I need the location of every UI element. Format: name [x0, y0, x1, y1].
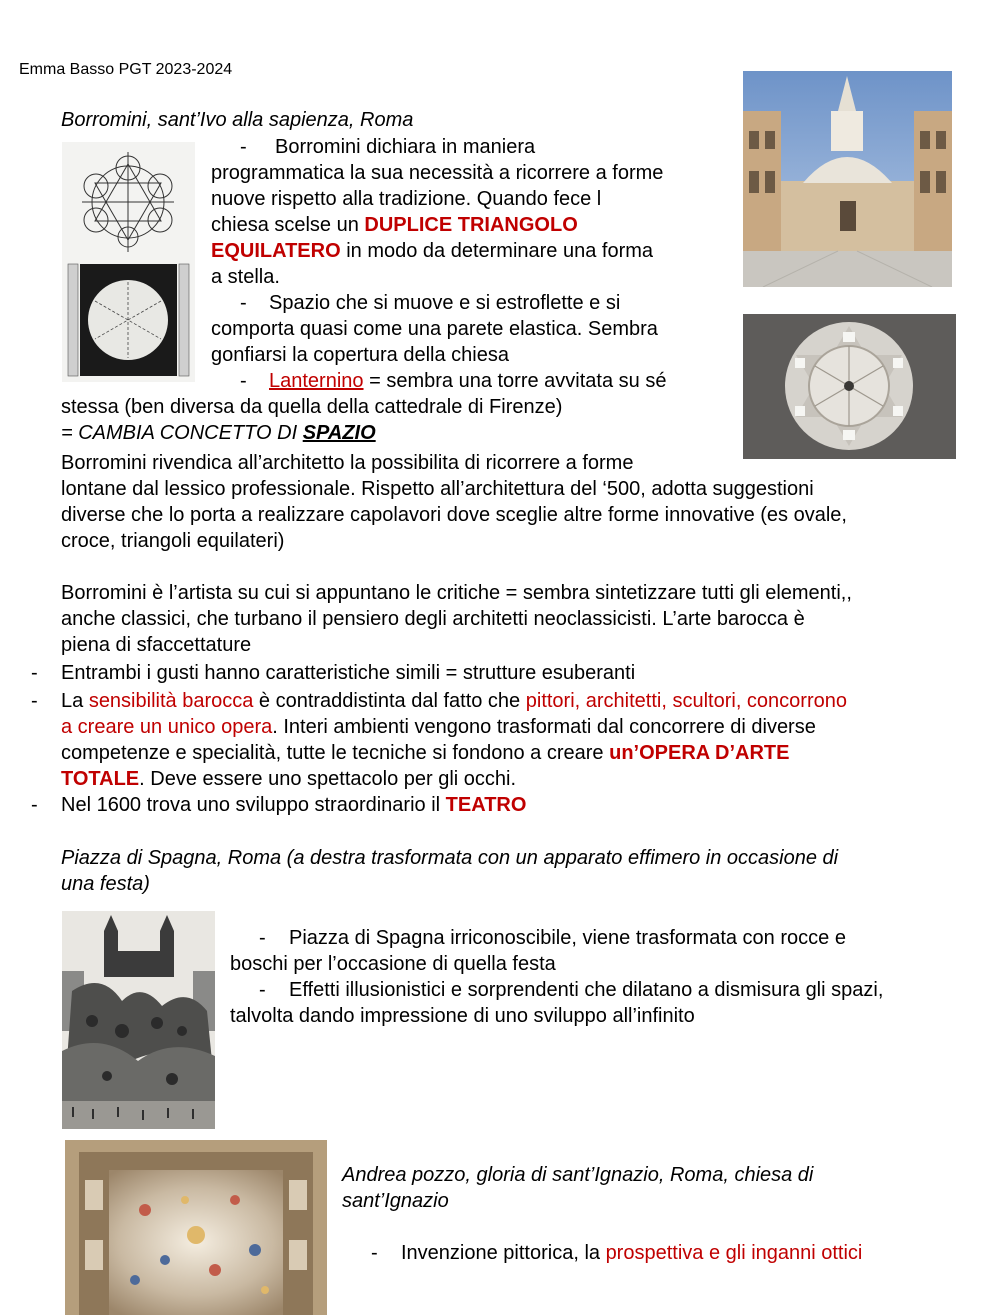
list-bullet: -: [240, 370, 247, 392]
highlight-totale: TOTALE: [61, 768, 140, 790]
text-run: La: [61, 690, 89, 712]
highlight-spazio: SPAZIO: [302, 422, 376, 444]
gloria-santignazio-fresco-image: [65, 1140, 327, 1315]
list-bullet: -: [31, 690, 38, 712]
highlight-opera-arte: un’OPERA D’ARTE: [609, 742, 790, 764]
list-bullet: -: [240, 292, 247, 314]
paragraph-line: gonfiarsi la copertura della chiesa: [211, 344, 509, 366]
document-header: Emma Basso PGT 2023-2024: [19, 61, 233, 78]
text-run: Invenzione pittorica, la: [401, 1242, 606, 1264]
paragraph-line: a stella.: [211, 266, 280, 288]
paragraph-line: anche classici, che turbano il pensiero degli architetti neoclassicisti. L’arte barocca è: [61, 608, 805, 630]
text-run: chiesa scelse un: [211, 214, 365, 236]
list-item-gusti: Entrambi i gusti hanno caratteristiche simili = strutture esuberanti: [61, 662, 636, 684]
paragraph-line: Spazio che si muove e si estroflette e si: [269, 292, 621, 314]
list-bullet: -: [259, 979, 266, 1001]
paragraph-line: [61, 766, 516, 792]
paragraph-line: [211, 238, 653, 264]
paragraph-line: [269, 368, 666, 394]
text-run: Nel 1600 trova uno sviluppo straordinario il: [61, 794, 446, 816]
section-title-piazza-spagna-cont: una festa): [61, 873, 150, 895]
list-bullet: -: [259, 927, 266, 949]
santivo-dome-image: [743, 314, 956, 459]
section-title-andrea-pozzo-cont: sant’Ignazio: [342, 1190, 449, 1212]
paragraph-line: programmatica la sua necessità a ricorrere a forme: [211, 162, 664, 184]
text-run: in modo da determinare una forma: [340, 240, 654, 262]
paragraph-line: [61, 740, 789, 766]
santivo-plan-image: [62, 142, 195, 382]
list-item-teatro: [61, 792, 526, 818]
piazza-spagna-engraving-image: [62, 911, 215, 1129]
list-item-sensibilita: [61, 688, 847, 714]
paragraph-line: Effetti illusionistici e sorprendenti che dilatano a dismisura gli spazi,: [289, 979, 884, 1001]
highlight-pittori: pittori, architetti, scultori, concorrono: [525, 690, 847, 712]
section-title-santivo: Borromini, sant’Ivo alla sapienza, Roma: [61, 109, 414, 131]
paragraph-line: [211, 212, 578, 238]
paragraph-line: [61, 714, 816, 740]
paragraph-line: talvolta dando impressione di uno sviluppo all’infinito: [230, 1005, 695, 1027]
highlight-prospettiva: prospettiva e gli inganni ottici: [605, 1242, 863, 1264]
paragraph-line: comporta quasi come una parete elastica. Sembra: [211, 318, 658, 340]
highlight-teatro: TEATRO: [445, 794, 527, 816]
paragraph-line: stessa (ben diversa da quella della cattedrale di Firenze): [61, 396, 563, 418]
text-run: = sembra una torre avvitata su sé: [363, 370, 667, 392]
paragraph-line: Piazza di Spagna irriconoscibile, viene trasformata con rocce e: [289, 927, 846, 949]
paragraph-line: lontane dal lessico professionale. Rispetto all’architettura del ‘500, adotta suggestioni: [61, 478, 814, 500]
concept-line: [61, 420, 376, 446]
paragraph-line: piena di sfaccettature: [61, 634, 252, 656]
highlight-sensibilita-barocca: sensibilità barocca: [88, 690, 254, 712]
text-run: = CAMBIA CONCETTO DI: [61, 422, 303, 444]
highlight-unico-opera: a creare un unico opera: [61, 716, 273, 738]
section-title-piazza-spagna: Piazza di Spagna, Roma (a destra trasformata con un apparato effimero in occasione di: [61, 847, 839, 869]
text-run: . Deve essere uno spettacolo per gli occhi.: [139, 768, 517, 790]
santivo-courtyard-image: [743, 71, 952, 287]
list-item-invenzione: [401, 1240, 862, 1266]
text-run: competenze e specialità, tutte le tecniche si fondono a creare: [61, 742, 610, 764]
section-title-andrea-pozzo: Andrea pozzo, gloria di sant’Ignazio, Roma, chiesa di: [342, 1164, 814, 1186]
list-bullet: -: [371, 1242, 378, 1264]
paragraph-line: boschi per l’occasione di quella festa: [230, 953, 556, 975]
paragraph-line: Borromini dichiara in maniera: [275, 136, 536, 158]
paragraph-line: Borromini rivendica all’architetto la possibilita di ricorrere a forme: [61, 452, 634, 474]
paragraph-line: diverse che lo porta a realizzare capolavori dove sceglie altre forme innovative (es ovale,: [61, 504, 847, 526]
highlight-duplice-triangolo: DUPLICE TRIANGOLO: [364, 214, 578, 236]
list-bullet: -: [240, 136, 247, 158]
paragraph-line: croce, triangoli equilateri): [61, 530, 285, 552]
highlight-equilatero: EQUILATERO: [211, 240, 341, 262]
text-run: . Interi ambienti vengono trasformati dal concorrere di diverse: [272, 716, 816, 738]
list-bullet: -: [31, 662, 38, 684]
paragraph-line: nuove rispetto alla tradizione. Quando fece l: [211, 188, 602, 210]
text-run: è contraddistinta dal fatto che: [253, 690, 526, 712]
highlight-lanternino: Lanternino: [269, 370, 364, 392]
list-bullet: -: [31, 794, 38, 816]
paragraph-line: Borromini è l’artista su cui si appuntano le critiche = sembra sintetizzare tutti gli elementi,,: [61, 582, 852, 604]
